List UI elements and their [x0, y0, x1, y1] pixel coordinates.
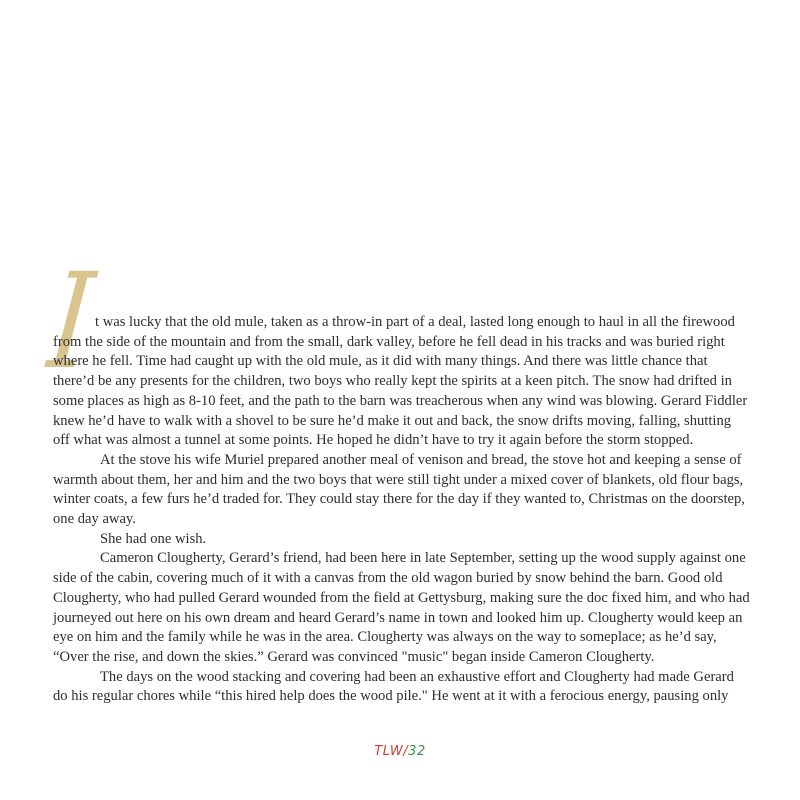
folio-slash: / [403, 744, 409, 759]
page-folio [0, 744, 800, 759]
drop-cap-letter: I [42, 245, 100, 399]
paragraph-3: She had one wish. [100, 530, 207, 547]
paragraph-1: t was lucky that the old mule, taken as a throw-in part of a deal, lasted long enough to haul in all the firewood from the side of the mountain and from the small, dark valley, before he fell dead in his tracks and was buried right where he fell. Time had caught up with the old mule, as it did with many things. And there was little chance that there’d be any presents for the children, two boys who really kept the spirits at a keen pitch. The snow had drifted in some places as high as 8-10 feet, and the path to the barn was treacherous when any wind was blowing. Gerard Fiddler knew he’d have to walk with a shovel to be sure he’d make it out and back, the snow drifts moving, falling, shutting off what was almost a tunnel at some points. He hoped he didn’t have to try it again before the storm stopped. [53, 314, 748, 449]
page-number: 32 [408, 744, 426, 759]
paragraph-5: The days on the wood stacking and covering had been an exhaustive effort and Clougherty had made Gerard do his regular chores while “this hired help does the wood pile." He went at it with a ferocious energy, pausing only [53, 668, 734, 705]
paragraph-2: At the stove his wife Muriel prepared another meal of venison and bread, the stove hot and keeping a sense of warmth about them, her and him and the two boys that were still tight under a mixed cover of blankets, old flour bags, winter coats, a few furs he’d traded for. They could stay there for the day if they wanted to, Christmas on the doorstep, one day away. [53, 451, 745, 528]
body-text [53, 313, 750, 707]
paragraph-4: Cameron Clougherty, Gerard’s friend, had been here in late September, setting up the wood supply against one side of the cabin, covering much of it with a canvas from the old wagon buried by snow behind the barn. Good old Clougherty, who had pulled Gerard wounded from the field at Gettysburg, making sure the doc fixed him, and who had journeyed out here on his own dream and heard Gerard’s name in town and looked him up. Clougherty would keep an eye on him and the family while he was in the area. Clougherty was always on the way to someplace; as he’d say, “Over the rise, and down the skies.” Gerard was convinced "music" began inside Cameron Clougherty. [53, 550, 750, 665]
folio-mark: TLW [374, 744, 404, 759]
